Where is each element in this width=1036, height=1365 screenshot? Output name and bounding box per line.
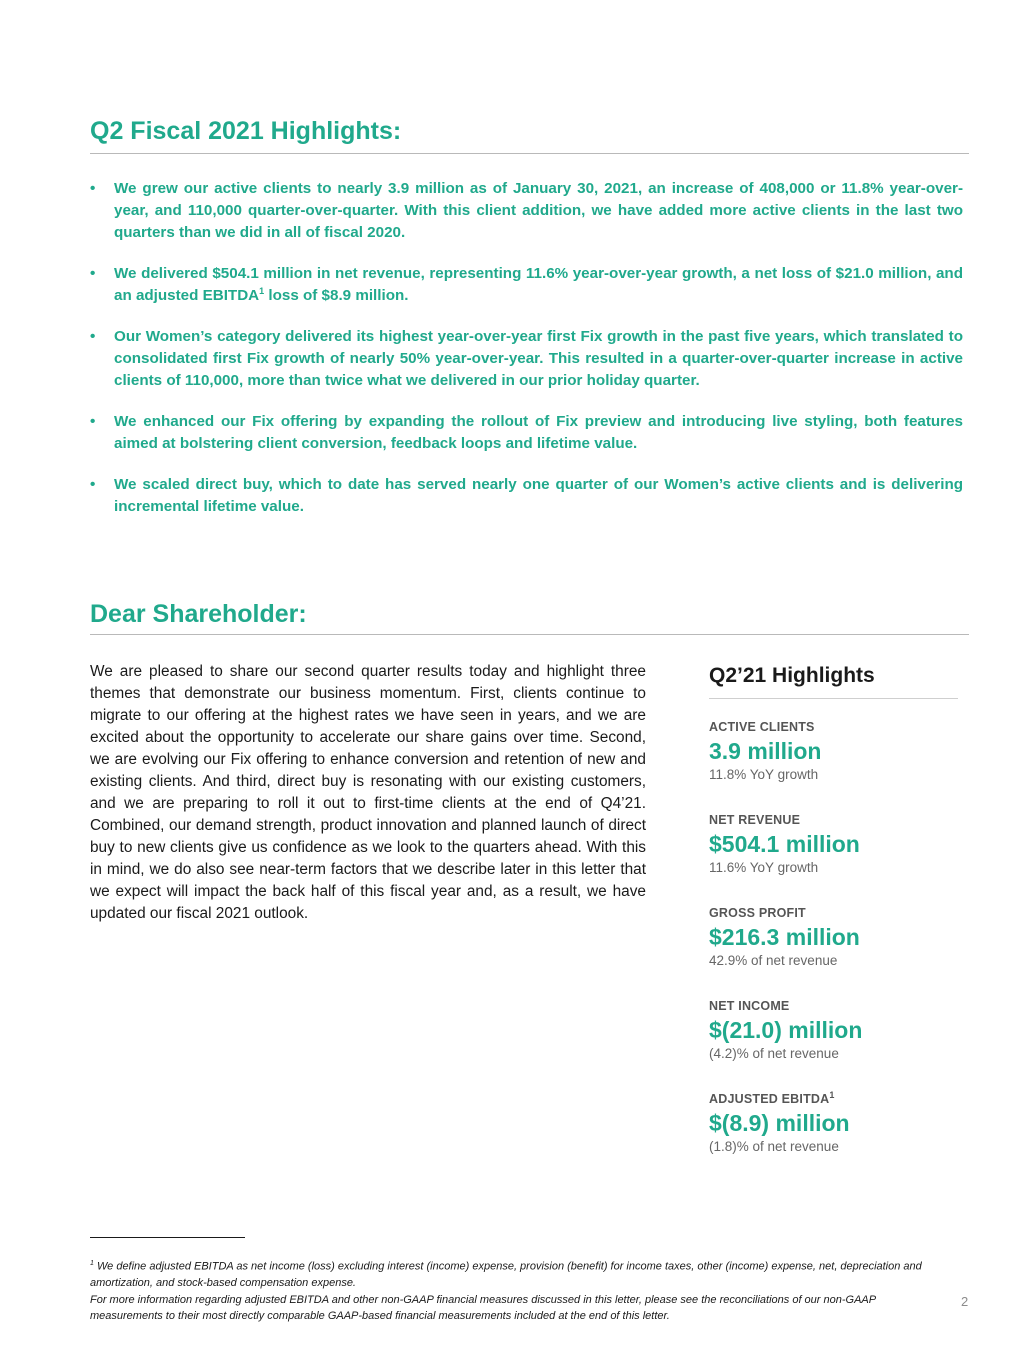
highlight-text: We grew our active clients to nearly 3.9 million as of January 30, 2021, an increase of 408,000 or 11.8% year-over-year, and 110,000 quarter-over-quarter. With this client addition, we have added more active clients in the last two quarters than we did in all of fiscal 2020. xyxy=(114,180,963,241)
metric-net-income xyxy=(709,997,959,1063)
q2-highlights-sidebar xyxy=(709,660,959,1156)
highlight-text-tail: loss of $8.9 million. xyxy=(264,287,409,304)
footnote-marker: 1 xyxy=(90,1260,94,1267)
metric-subtext: 11.8% YoY growth xyxy=(709,767,819,782)
highlight-bullet xyxy=(90,178,963,244)
sidebar-title: Q2’21 Highlights xyxy=(709,664,875,687)
footnote xyxy=(90,1256,940,1325)
metric-subtext: 42.9% of net revenue xyxy=(709,953,838,968)
shareholder-letter-body: We are pleased to share our second quarter results today and highlight three themes that demonstrate our business momentum. First, clients continue to migrate to our offering at the highest rates we have seen in years, and we are excited about the opportunity to accelerate our share gains over time. Second, we are evolving our Fix offering to enhance conversion and retention of new and existing clients. And third, direct buy is resonating with our existing customers, and we are preparing to roll it out to first-time clients at the end of Q4’21. Combined, our demand strength, product innovation and planned launch of direct buy to new clients give us confidence as we look to the quarters ahead. With this in mind, we do also see near-term factors that we describe later in this letter that we expect will impact the back half of this fiscal year and, as a result, we have updated our fiscal 2021 outlook. xyxy=(90,663,646,922)
metric-label: NET REVENUE xyxy=(709,813,801,827)
footnote-line-1: We define adjusted EBITDA as net income (loss) excluding interest (income) expense, provision (benefit) for income taxes, other (income) expense, net, depreciation and amortization, and stock-based compensation expense. xyxy=(90,1260,922,1290)
bullet-dot-icon: • xyxy=(90,180,96,197)
highlight-text: We delivered $504.1 million in net revenue, representing 11.6% year-over-year growth, a net loss of $21.0 million, and an adjusted EBITDA xyxy=(114,265,963,304)
highlight-text: We enhanced our Fix offering by expanding the rollout of Fix preview and introducing live styling, both features aimed at bolstering client conversion, feedback loops and lifetime value. xyxy=(114,413,963,452)
metric-value: $216.3 million xyxy=(709,924,860,950)
footnote-line-2: For more information regarding adjusted EBITDA and other non-GAAP financial measures discussed in this letter, please see the reconciliations of our non-GAAP measurements to their most directly comparable GAAP-based financial measurements included at the end of this letter. xyxy=(90,1293,876,1323)
metric-label: NET INCOME xyxy=(709,999,790,1013)
metric-value: $(8.9) million xyxy=(709,1110,850,1136)
sidebar-divider xyxy=(709,698,958,699)
metric-label: ADJUSTED EBITDA$^1$ xyxy=(709,1089,835,1106)
footnote-ref: 1 xyxy=(259,285,265,296)
highlight-bullet xyxy=(90,411,963,455)
bullet-dot-icon: • xyxy=(90,413,96,430)
metric-value: $504.1 million xyxy=(709,831,860,857)
highlights-list xyxy=(90,178,963,537)
shareholder-title: Dear Shareholder: xyxy=(90,600,307,628)
metric-subtext: (1.8)% of net revenue xyxy=(709,1139,839,1154)
highlights-divider xyxy=(90,153,969,154)
highlight-bullet xyxy=(90,326,963,392)
bullet-dot-icon: • xyxy=(90,265,96,282)
metric-adjusted-ebitda xyxy=(709,1090,959,1156)
metric-subtext: (4.2)% of net revenue xyxy=(709,1046,839,1061)
highlights-title: Q2 Fiscal 2021 Highlights: xyxy=(90,117,402,145)
metric-label: GROSS PROFIT xyxy=(709,906,806,920)
bullet-dot-icon: • xyxy=(90,476,96,493)
metric-active-clients xyxy=(709,718,959,784)
page-number: 2 xyxy=(961,1294,969,1309)
highlight-bullet xyxy=(90,474,963,518)
metric-subtext: 11.6% YoY growth xyxy=(709,860,819,875)
metric-label: ACTIVE CLIENTS xyxy=(709,720,815,734)
highlight-bullet xyxy=(90,263,963,307)
highlight-text: Our Women’s category delivered its highest year-over-year first Fix growth in the past five years, which translated to consolidated first Fix growth of nearly 50% year-over-year. This resulted in a quarter-over-quarter increase in active clients of 110,000, more than twice what we delivered in our prior holiday quarter. xyxy=(114,328,963,389)
metric-net-revenue xyxy=(709,811,959,877)
metric-value: $(21.0) million xyxy=(709,1017,863,1043)
footnote-ref: 1 xyxy=(829,1089,835,1100)
footnote-divider xyxy=(90,1237,245,1238)
metric-gross-profit xyxy=(709,904,959,970)
bullet-dot-icon: • xyxy=(90,328,96,345)
metric-value: 3.9 million xyxy=(709,738,822,764)
shareholder-divider xyxy=(90,634,969,635)
highlight-text: We scaled direct buy, which to date has served nearly one quarter of our Women’s active clients and is delivering incremental lifetime value. xyxy=(114,476,963,515)
